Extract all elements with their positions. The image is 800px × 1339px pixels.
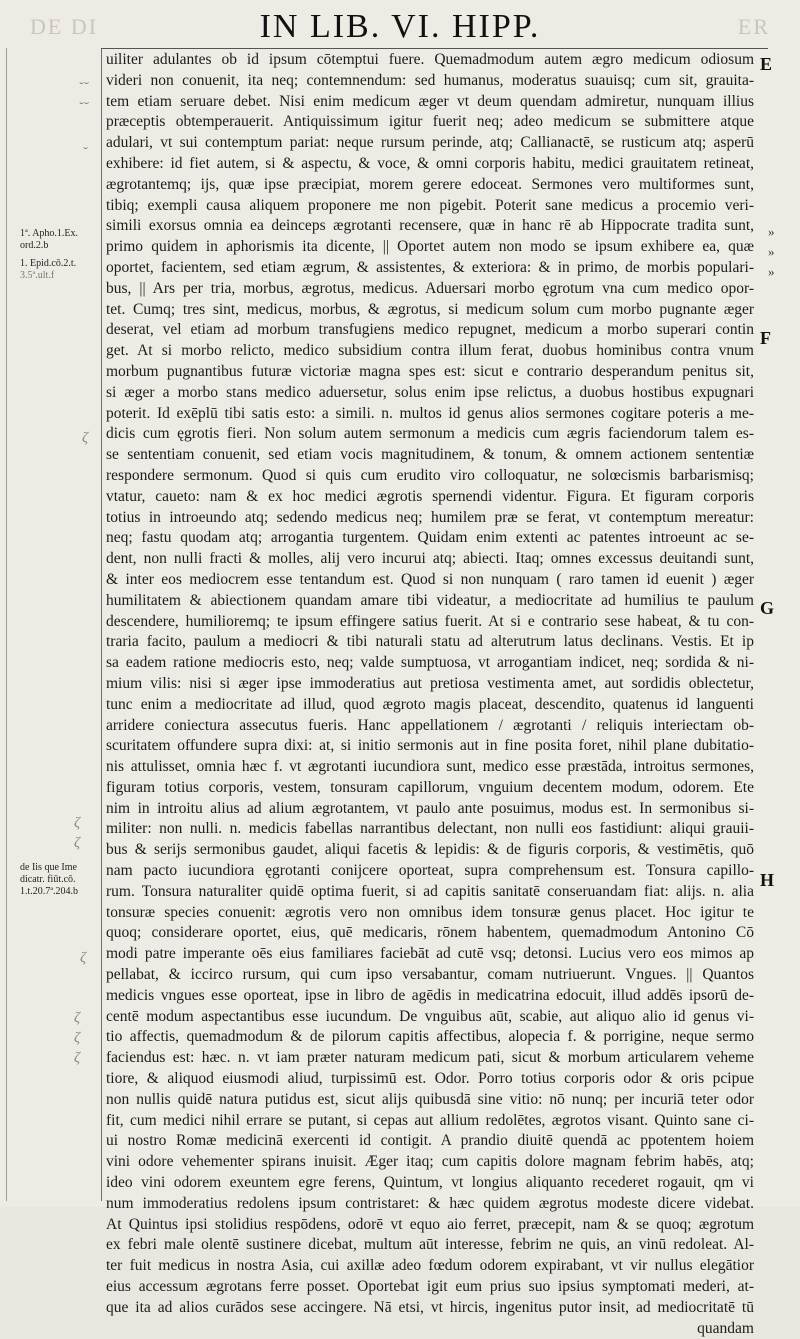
text-line: & inter eos mediocrem esse tentandum est. Quod si non nunquam ( raro tamen id euenit ) æger — [106, 570, 754, 588]
text-line: ideo vini odorem exeuntem egre ferens, Quintum, vt longius aliquanto recederet rogauit, qm vi — [106, 1174, 754, 1192]
header-rule — [101, 48, 768, 49]
text-line: eius accessum ægrotans ferre posset. Oportebat igit eum prius suo ipsius symptomati mederi, at- — [106, 1278, 754, 1296]
text-line: pellabat, & iccirco rursum, qui cum ipso versabantur, comam nutriuerunt. Vngues. || Quantos — [106, 966, 754, 984]
text-line: simili exorsus omnia ea deinceps ægrotanti recensere, quæ in hanc rē ab Hippocrate tradita sunt, — [106, 217, 754, 235]
text-line: At Quintus ipsi stolidius respōdens, odorē vt equo aio ferret, præcepit, nam & se quoq; ægrotum — [106, 1215, 754, 1233]
text-line: respondere sermonum. Quod si quis cum erudito viro colloquatur, ne solœcismis barbarismisq; — [106, 466, 754, 484]
margin-note-line: ord.2.b — [20, 240, 49, 251]
text-line: ægrotantemq; ijs, quæ ipse præcipiat, morem gerere edoceat. Sermones vero multiformes sunt, — [106, 175, 754, 193]
text-line: mium vilis: nisi si æger ipse immoderatius aut pretiosa vestimenta amet, aut sordidis oblectetur, — [106, 674, 754, 692]
text-line: get. At si morbo relicto, medico subsidium contra illum ferat, duobus hominibus contra vnum — [106, 342, 754, 360]
pencil-mark: ˘˘ — [78, 80, 88, 96]
running-header — [0, 8, 800, 46]
margin-note-line: 1. Epid.cō.2.t. — [20, 258, 77, 269]
text-line: sa eadem ratione mediocris esto, neq; valde sumptuosa, vt arrogantiam indicet, neq; sordida & ni- — [106, 654, 754, 672]
text-line: tem etiam seruare debet. Nisi enim medicum æger vt deum quendam admiretur, nunquam illius — [106, 92, 754, 110]
text-line: ex febri male olentē sustinere dicebat, multum aūt interesse, febrim ne quis, an vinū redoleat. Al- — [106, 1236, 754, 1254]
text-line: num immoderatius redolens ipsum contristaret: & hæc quidem ægrotus modeste dicere videbat. — [106, 1194, 754, 1212]
main-text-column — [106, 50, 754, 1339]
margin-note-line: dicatr. fiūt.cō. — [20, 874, 76, 885]
pencil-mark: ζ — [74, 835, 81, 851]
text-line: quoq; considerare oportet, eius, quē medicaris, rōnem habentem, quemadmodum Antonino Cō — [106, 924, 754, 942]
section-letter-g: G — [760, 598, 775, 618]
section-letter-e: E — [760, 54, 773, 74]
text-line: tunc enim a mediocritate ad illud, quod ægroto magis placeat, descendito, quatenus id languenti — [106, 695, 754, 713]
pencil-mark: ˘˘ — [78, 100, 88, 116]
margin-note-aphorism — [20, 228, 104, 252]
pencil-mark: ζ — [74, 1030, 81, 1046]
margin-note-de-iis — [20, 862, 104, 898]
text-line: videri non conuenit, ita neq; contemnendum: sed humanus, moderatus suauisq; cum sit, grauita- — [106, 71, 754, 89]
text-line: tibiq; exempli causa aliquem proponere me non pigebit. Poterit sane medicus a procemio veri- — [106, 196, 754, 214]
text-line: faciendus est: hæc. n. vt iam præter naturam medicum pati, sicut & morbum articularem veheme — [106, 1049, 754, 1067]
text-line: non nullis quidē natura putidus est, sicut alijs quibusdā sine vitio: nō nunq; per incuriā teter odor — [106, 1090, 754, 1108]
text-line: rum. Tonsura naturaliter quidē optima fuerit, si ad capitis sanitatē conseruandam fiat: alijs. n. alia — [106, 882, 754, 900]
margin-rule — [101, 48, 102, 1201]
text-line: tonsuræ species conuenit: ægrotis vero non omnibus idem tonsuræ genus placet. Hoc igitur te — [106, 903, 754, 921]
text-line: ui nostro Romæ medicinā exercenti id contigit. A prandio diuitē quendā ac ppotentem hoiem — [106, 1132, 754, 1150]
text-line: bus, || Ars per tria, morbus, ægrotus, medicus. Aduersari morbo ęgrotum vna cum medico opor- — [106, 279, 754, 297]
text-line: que ita ad alios curādos sese accingere. Nā etsi, vt hircis, ingenitus putor insit, ad mediocritatē tū — [106, 1298, 754, 1316]
text-line: traria facito, paulum a mediocri & tibi naturali statu ad alterutrum latus declinans. Vestis. Et ip — [106, 633, 754, 651]
text-line: si æger a morbo stans medico aduersetur, solus enim ipse relictus, a duobus hostibus expugnari — [106, 383, 754, 401]
pencil-mark: ζ — [80, 950, 87, 966]
text-line: scuritatem offundere supra dixi: at, si initio sermonis aut in fine posita foret, nihil plane dubitatio- — [106, 737, 754, 755]
text-line: exhibere: id fiet autem, si & aspectu, & voce, & omni corporis habitu, medici grauitatem retineat, — [106, 154, 754, 172]
pencil-mark: ζ — [82, 430, 89, 446]
text-line: nam pacto iucundiora ęgrotanti conijcere oporteat, supra comprehensum est. Tonsura capillo- — [106, 862, 754, 880]
text-line: dent, non nulli fracti & molles, alij vero incurui atq; abiecti. Itaq; omnes excessus deuitandi sunt, — [106, 550, 754, 568]
text-line: quandam — [697, 1319, 754, 1337]
text-line: dicis cum ęgrotis fieri. Non solum autem sermonum a medicis cum ægris faciendorum talem es- — [106, 425, 754, 443]
text-line: modi patre imperante oēs eius familiares faciebāt ad cutē vsq; detonsi. Lucius vero eos mimos ap — [106, 945, 754, 963]
text-line: humilitatem & abiectionem quandam amare tibi videatur, a mediocritate ad humilius te paulum — [106, 591, 754, 609]
text-line: primo quidem in aphorismis ita dicente, || Oportet autem non modo se ipsum exhibere ea, quæ — [106, 238, 754, 256]
text-line: neq; fastu quodam atq; arrogantia turgentem. Quidam enim extenti ac patentes introeunt ac se- — [106, 529, 754, 547]
text-line: præceptis obtemperauerit. Antiquissimum igitur fuerit neq; adeo medicum se submittere atque — [106, 113, 754, 131]
margin-note-line: 1.t.20.7ª.204.b — [20, 886, 79, 897]
quotation-marker: » — [768, 264, 775, 279]
text-line: oportet, facientem, sed etiam ægrum, & assistentes, & exteriora: & in primo, de morbis populari- — [106, 258, 754, 276]
section-letter-f: F — [760, 328, 771, 348]
text-line: morbum pugnantibus futuræ victoriæ magna spes est: sicut e contrario desperandum penitus sit, — [106, 362, 754, 380]
text-line: militer: non nulli. n. medicis fabellas narrantibus delectant, non nulli eos fastidiunt: aliqui grauii- — [106, 820, 754, 838]
margin-note-epidemics — [20, 258, 104, 282]
text-line: fit, cum medici nihil errare se putant, si cepas aut allium redolētes, ægrotos visant. Quinto sane ci- — [106, 1111, 754, 1129]
text-line: nim in introitu alius ad alium ægrotantem, vt paulo ante posuimus, modus est. In sermonibus si- — [106, 799, 754, 817]
bleed-through-header-left: DE DI — [30, 14, 99, 39]
pencil-mark: ˘ — [82, 145, 87, 161]
section-letter-h: H — [760, 870, 775, 890]
text-line: ter fuit medicus in nostra Asia, cui axillæ adeo fœdum odorem expirabant, vt vir nullus elegātior — [106, 1257, 754, 1275]
pencil-mark: ζ — [74, 815, 81, 831]
text-line: figuram totius corporis, vestem, tonsuram capillorum, vnguium decentem modum, odorem. Ete — [106, 778, 754, 796]
text-line: uiliter adulantes ob id ipsum cōtemptui fuere. Quemadmodum autem ægro medicum odiosum — [106, 51, 754, 68]
quotation-marker: » — [768, 224, 775, 239]
text-line: arridere coniectura assecutus fueris. Hanc appellationem / ægrotanti / reliquis interiectam ob- — [106, 716, 754, 734]
text-line: nis attulisset, omnia hæc f. vt ægrotanti iucundiora sunt, medico esse præstāda, introitus sermones, — [106, 758, 754, 776]
pencil-mark: ζ — [74, 1010, 81, 1026]
page-edge-rule — [6, 48, 7, 1201]
margin-note-line: 1ª. Apho.1.Ex. — [20, 228, 79, 239]
text-line: bus & serijs sermonibus gaudet, aliqui facetis & lepidis: & de figuris corporis, & vestimētis, quō — [106, 841, 754, 859]
text-line: medicis vngues esse oporteat, ipse in libro de agēdis in medicatrina edocuit, illud addēs ipsorū de- — [106, 986, 754, 1004]
margin-note-line: 3.5ª.ult.f — [20, 270, 55, 281]
text-line: centē modum aspectantibus esse iucundum. De vnguibus aūt, scabie, aut aliquo alio id genus vi- — [106, 1007, 754, 1025]
text-line: adulari, vt sui contemptum pariat: neque rursum perinde, atq; Callianactē, se rusticum atq; asperū — [106, 134, 754, 152]
bleed-through-header-right: ER — [737, 14, 770, 39]
text-line: se sententiam conuenit, sed etiam vocis magnitudinem, & tonum, & omnem actionem sententiæ — [106, 446, 754, 464]
text-line: descendere, humilioremq; te ipsum effingere satius fuerit. At si e contrario sese habeat, & tu con- — [106, 612, 754, 630]
text-line: vini odore vehementer spirans inuisit. Æger itaq; cum capitis dolore magnam febrim habēs, atq; — [106, 1153, 754, 1171]
pencil-mark: ζ — [74, 1050, 81, 1066]
text-line: poterit. Id exēplū tibi satis esto: a simili. n. multos id genus alios sermones cogitare poteris a me- — [106, 404, 754, 422]
text-line: deserat, vel etiam ad morbum transfugiens medico repugnet, medicum a morbo superari contin — [106, 321, 754, 339]
page-title: IN LIB. VI. HIPP. — [259, 8, 541, 45]
text-line: tio affectis, quemadmodum & de pilorum capitis affectibus, alopecia f. & porrigine, neque sermo — [106, 1028, 754, 1046]
text-line: totius in introeundo atq; sedendo medicus neq; humilem præ se ferat, vt contemptum mereatur: — [106, 508, 754, 526]
text-line: vtatur, caueto: nam & ex hoc medici ægrotis spernendi videntur. Figura. Et figuram corporis — [106, 487, 754, 505]
text-line: tet. Cumq; tres sint, medicus, morbus, & ægrotus, si medicum solum cum morbo pugnante æger — [106, 300, 754, 318]
margin-note-line: de Iis que Ime — [20, 862, 77, 873]
text-line: tiore, & aliquod eiusmodi aliud, turpissimū est. Odor. Porro totius corporis odor & oris pcipue — [106, 1070, 754, 1088]
quotation-marker: » — [768, 244, 775, 259]
